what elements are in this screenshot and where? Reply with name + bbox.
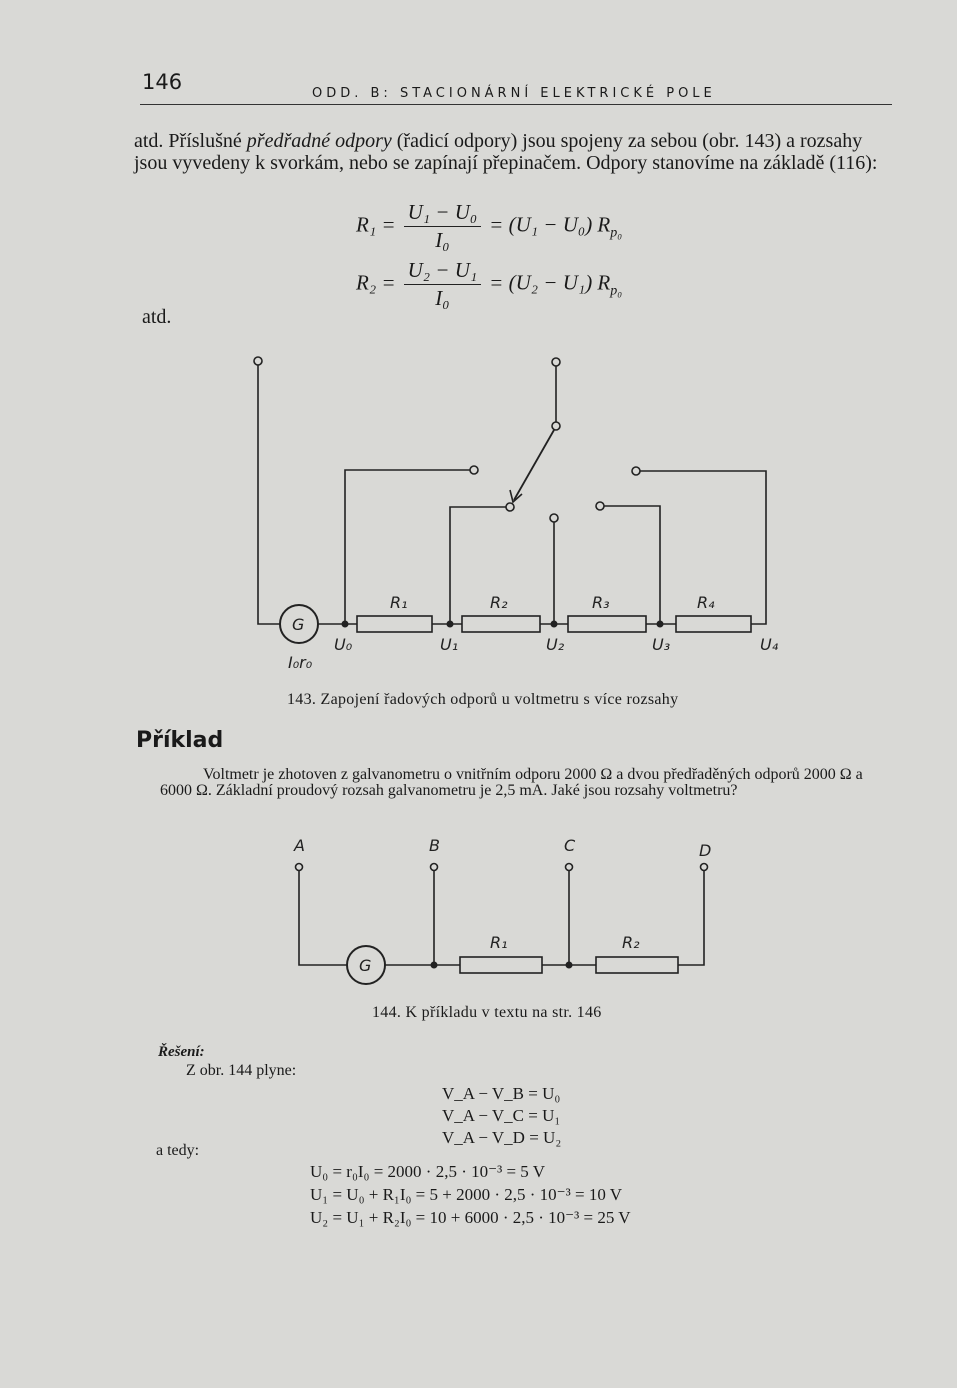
page-number: 146 [142, 70, 183, 94]
switch-arm [514, 430, 554, 500]
eq2-rhs: = (U₂ − U₁) R [489, 270, 611, 295]
solution-result-2: U₁ = U₀ + R₁I₀ = 5 + 2000 · 2,5 · 10⁻³ = 10 V [310, 1185, 623, 1204]
eq1-denominator: I₀ [435, 228, 450, 252]
switch-contact-u0 [470, 466, 478, 474]
label-u0: U₀ [334, 635, 353, 654]
resistor-r1 [357, 616, 432, 632]
resistor-r4 [676, 616, 751, 632]
terminal-b-label: B [429, 836, 440, 855]
label-r4: R₄ [697, 593, 715, 612]
terminal-b [431, 864, 438, 871]
label-u4: U₄ [760, 635, 779, 654]
resistor-r2 [462, 616, 540, 632]
switch-contact-u2 [550, 514, 558, 522]
label-u3: U₃ [652, 635, 671, 654]
eq1-numerator: U₁ − U₀ [404, 200, 482, 227]
intro-lead: atd. Příslušné [134, 130, 247, 152]
terminal-c-label: C [564, 836, 576, 855]
intro-term: předřadné odpory [246, 130, 392, 152]
solution-eq-1: V_A − V_B = U₀ [442, 1084, 561, 1103]
eq2-denominator: I₀ [435, 286, 450, 310]
running-head: ODD. B: STACIONÁRNÍ ELEKTRICKÉ POLE [312, 86, 716, 101]
solution-result-1: U₀ = r₀I₀ = 2000 · 2,5 · 10⁻³ = 5 V [310, 1162, 546, 1181]
label-r1: R₁ [390, 593, 408, 612]
eq1-subscript: p₀ [610, 225, 623, 241]
terminal-top-right [552, 358, 560, 366]
label-r3: R₃ [592, 593, 610, 612]
eq1-lhs: R₁ = [356, 212, 396, 237]
switch-contact-u1 [506, 503, 514, 511]
galvanometer-label: G [292, 615, 305, 634]
label-u1: U₁ [440, 635, 459, 654]
label-r1-144: R₁ [490, 933, 508, 952]
eq2-subscript: p₀ [610, 283, 623, 299]
solution-eq-2: V_A − V_C = U₁ [442, 1106, 561, 1125]
example-text: Voltmetr je zhotoven z galvanometru o vnitřním odporu 2000 Ω a dvou předřaděných odporů 2000 Ω a 6000 Ω. Základní proudový rozsah galvanometru je 2,5 mA. Jaké jsou rozsahy voltmetru? [160, 766, 863, 799]
terminal-top-left [254, 357, 262, 365]
intro-rest: (řadicí odpory) jsou spojeny za sebou (obr. 143) a rozsahy jsou vyvedeny k svorkám, nebo se zapínají přepinačem. Odpory stanovíme na základě (116): [134, 130, 878, 174]
solution-result-3: U₂ = U₁ + R₂I₀ = 10 + 6000 · 2,5 · 10⁻³ = 25 V [310, 1208, 631, 1227]
label-r2: R₂ [490, 593, 508, 612]
terminal-c [566, 864, 573, 871]
solution-label: Řešení: [158, 1044, 205, 1060]
solution-thus: a tedy: [156, 1142, 200, 1159]
terminal-d [701, 864, 708, 871]
terminal-a [296, 864, 303, 871]
switch-contact-u4 [632, 467, 640, 475]
atd-text: atd. [142, 306, 172, 328]
figure-143-caption: 143. Zapojení řadových odporů u voltmetru s více rozsahy [287, 691, 679, 708]
eq2-lhs: R₂ = [356, 270, 396, 295]
eq2-numerator: U₂ − U₁ [404, 258, 482, 285]
example-heading: Příklad [136, 728, 224, 753]
label-r2-144: R₂ [622, 933, 640, 952]
solution-from-figure: Z obr. 144 plyne: [186, 1062, 297, 1079]
label-u2: U₂ [546, 635, 565, 654]
resistor-r3 [568, 616, 646, 632]
terminal-a-label: A [294, 836, 305, 855]
resistor-r1-144 [460, 957, 542, 973]
label-i0r0: I₀r₀ [288, 653, 313, 672]
eq1-rhs: = (U₁ − U₀) R [489, 212, 611, 237]
switch-contact-u3 [596, 502, 604, 510]
terminal-d-label: D [699, 841, 712, 860]
solution-eq-3: V_A − V_D = U₂ [442, 1128, 562, 1147]
galvanometer-label-144: G [359, 956, 372, 975]
switch-pivot [552, 422, 560, 430]
figure-144-caption: 144. K příkladu v textu na str. 146 [372, 1004, 602, 1021]
figure-144-circuit [0, 820, 957, 1010]
resistor-r2-144 [596, 957, 678, 973]
